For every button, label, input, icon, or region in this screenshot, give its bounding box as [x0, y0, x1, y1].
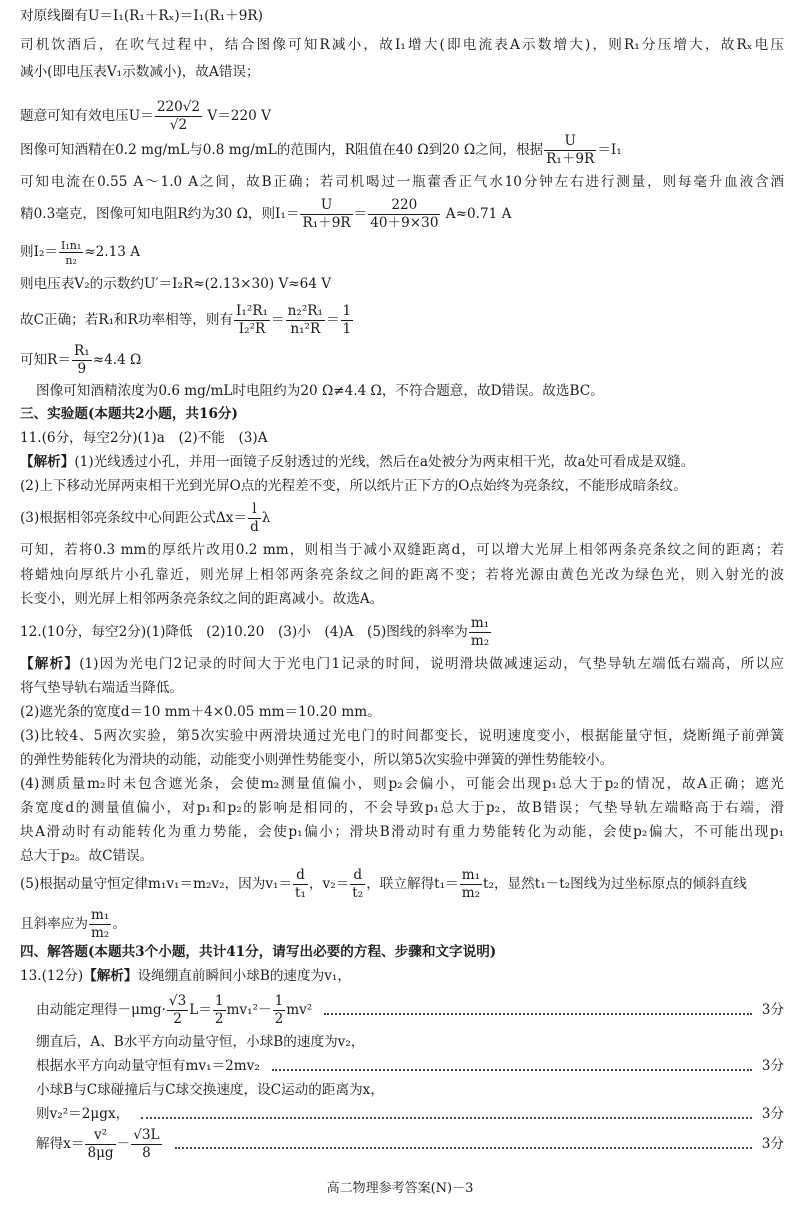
page-footer: 高二物理参考答案(N)－3: [326, 1181, 474, 1196]
text-line: 绷直后，A、B水平方向动量守恒，小球B的速度为v₂，: [36, 1034, 365, 1050]
score-line: 则v₂²＝2μgx， 3分: [36, 1106, 784, 1122]
text-line: (2)遮光条的宽度d＝10 mm＋4×0.05 mm＝10.20 mm。: [20, 704, 381, 720]
text-line: (3)比较4、5两次实验，第5次实验中两滑块通过光电门的时间都变长，说明速度变小，根据能量守恒，烧断绳子前弹簧: [20, 728, 784, 744]
fraction: $\frac{220√2}{√2}$: [156, 98, 201, 133]
fraction: $\frac{220}{40+9\times 30}$: [370, 196, 439, 231]
leader-dots: [175, 1139, 752, 1149]
score-line: 根据水平方向动量守恒有mv₁＝2mv₂ 3分: [36, 1058, 784, 1074]
text-line: 将气垫导轨右端适当降低。: [20, 680, 184, 696]
formula-line: 则I₂＝ $\frac{\text{I₁n₁}}{\text{n₂}}$ ≈2.13 A: [20, 238, 141, 267]
score-line: 由动能定理得－μmg· $\frac{√3}{2}$ L＝ $\frac{1}{2}$ mv₁²－ $\frac{1}{2}$ mv² 3分: [36, 990, 784, 1030]
text-line: 【解析】(1)因为光电门2记录的时间大于光电门1记录的时间，说明滑块做减速运动，气垫导轨左端低右端高，所以应: [20, 656, 784, 672]
section-heading: 三、实验题(本题共2小题，共16分): [20, 406, 238, 422]
text-line: (2)上下移动光屏两束相干光到光屏O点的光程差不变，所以纸片正下方的O点始终为亮条纹，不能形成暗条纹。: [20, 478, 687, 494]
fraction: $\frac{√3}{2}$: [168, 992, 187, 1027]
fraction: $\frac{\text{m₁}}{\text{m₂}}$: [461, 866, 481, 901]
leader-dots: [141, 1109, 752, 1119]
score-mark: 3分: [761, 1136, 784, 1152]
fraction: $\frac{\text{I₁n₁}}{\text{n₂}}$: [61, 238, 82, 267]
fraction: $\frac{1}{2}$: [214, 992, 224, 1027]
text-line: 的弹性势能转化为滑块的动能，动能变小则弹性势能变小，所以第5次实验中弹簧的弹性势能较小。: [20, 752, 614, 768]
text-line: 图像可知酒精浓度为0.6 mg/mL时电阻约为20 Ω≠4.4 Ω，不符合题意，故D错误。故选BC。: [36, 383, 604, 399]
text-line: (4)测质量m₂时未包含遮光条，会使m₂测量值偏小，则p₂会偏小，可能会出现p₁总大于p₂的情况，故A正确；遮光: [20, 776, 784, 792]
fraction: $\frac{\text{I₁²R₁}}{\text{I₂²R}}$: [236, 302, 269, 337]
text-line: 总大于p₂。故C错误。: [20, 848, 154, 864]
text-line: 长变小，则光屏上相邻两条亮条纹之间的距离减小。故选A。: [20, 591, 384, 607]
fraction: $\frac{\text{R₁}}{9}$: [74, 342, 90, 377]
fraction: $\frac{d}{\text{t₁}}$: [295, 866, 306, 901]
fraction: $\frac{\text{n₂²R₁}}{\text{n₁²R}}$: [287, 302, 323, 337]
formula-line: 故C正确；若R₁和R功率相等，则有 $\frac{\text{I₁²R₁}}{\text{I₂²R}}$ ＝ $\frac{\text{n₂²R₁}}{\text{n₁²R}}$ ＝ $\frac{1}{1}$: [20, 302, 352, 337]
text-line: 对原线圈有U＝I₁(R₁＋Rₓ)＝I₁(R₁＋9R): [20, 8, 263, 24]
answer-line: 12.(10分，每空2分)(1)降低 (2)10.20 (3)小 (4)A (5)图线的斜率为 $\frac{\text{m₁}}{\text{m₂}}$: [20, 614, 490, 649]
fraction: $\frac{1}{2}$: [274, 992, 284, 1027]
fraction: $\frac{\text{v²}}{8\mu g}$: [87, 1126, 114, 1161]
fraction: $\frac{U}{\text{R₁＋9R}}$: [302, 196, 351, 231]
score-mark: 3分: [761, 1058, 784, 1074]
fraction: $\frac{U}{\text{R₁＋9R}}$: [546, 132, 595, 167]
text-line: 13.(12分)【解析】设绳绷直前瞬间小球B的速度为v₁，: [20, 968, 351, 984]
text-line: 小球B与C球碰撞后与C球交换速度，设C运动的距离为x，: [36, 1082, 384, 1098]
fraction: $\frac{l}{d}$: [250, 500, 259, 535]
fraction: $\frac{√3L}{8}$: [133, 1126, 160, 1161]
text-line: 可知，若将0.3 mm的厚纸片改用0.2 mm，则相当于减小双缝距离d，可以增大光屏上相邻两条亮条纹之间的距离；若: [20, 542, 784, 558]
formula-line: (3)根据相邻亮条纹中心间距公式Δx＝ $\frac{l}{d}$ λ: [20, 500, 271, 535]
fraction: $\frac{1}{1}$: [342, 302, 352, 337]
text-line: 条宽度d的测量值偏小，对p₁和p₂的影响是相同的，不会导致p₁总大于p₂，故B错误；气垫导轨左端略高于右端，滑: [20, 800, 784, 816]
leader-dots: [272, 1061, 752, 1071]
formula-line: 且斜率应为 $\frac{\text{m₁}}{\text{m₂}}$ 。: [20, 906, 126, 941]
formula-line: 精0.3毫克，图像可知电阻R约为30 Ω，则I₁＝ $\frac{U}{\text{R₁＋9R}}$ ＝ $\frac{220}{40+9\times 30}$ A≈0.71 A: [20, 196, 512, 231]
section-heading: 四、解答题(本题共3个小题，共计41分，请写出必要的方程、步骤和文字说明): [20, 944, 497, 960]
formula-line: 题意可知有效电压U＝ $\frac{220√2}{√2}$ V＝220 V: [20, 98, 271, 133]
text-line: 块A滑动时有动能转化为重力势能，会使p₁偏小；滑块B滑动时有重力势能转化为动能，会使p₂偏大，不可能出现p₁: [20, 824, 784, 840]
text-line: 将蜡烛向厚纸片小孔靠近，则光屏上相邻两条亮条纹之间的距离不变；若将光源由黄色光改为绿色光，则入射光的波: [20, 567, 784, 583]
fraction: $\frac{\text{m₁}}{\text{m₂}}$: [470, 614, 490, 649]
formula-line: 可知R＝ $\frac{\text{R₁}}{9}$ ≈4.4 Ω: [20, 342, 142, 377]
score-mark: 3分: [761, 1106, 784, 1122]
score-line: 解得x＝ $\frac{\text{v²}}{8\mu g}$ － $\frac{√3L}{8}$ 3分: [36, 1124, 784, 1164]
answer-line: 11.(6分，每空2分)(1)a (2)不能 (3)A: [20, 430, 268, 446]
fraction: $\frac{\text{m₁}}{\text{m₂}}$: [90, 906, 110, 941]
text-line: 司机饮酒后，在吹气过程中，结合图像可知R减小，故I₁增大(即电流表A示数增大)，则R₁分压增大，故Rₓ电压: [20, 37, 784, 53]
text-line: 则电压表V₂的示数约U′＝I₂R≈(2.13×30) V≈64 V: [20, 276, 332, 292]
fraction: $\frac{d}{\text{t₂}}$: [352, 866, 364, 901]
text-line: 减小(即电压表V₁示数减小)，故A错误；: [20, 64, 260, 80]
formula-line: (5)根据动量守恒定律m₁v₁＝m₂v₂，因为v₁＝ $\frac{d}{\text{t₁}}$ ，v₂＝ $\frac{d}{\text{t₂}}$ ，联立解得t₁＝ $\frac{\text{m₁}}{\text{m₂}}$ t₂，显然t₁－t₂图线为过坐标原点的倾斜直线: [20, 866, 747, 901]
score-mark: 3分: [761, 1002, 784, 1018]
formula-line: 图像可知酒精在0.2 mg/mL与0.8 mg/mL的范围内，R阻值在40 Ω到20 Ω之间，根据 $\frac{U}{\text{R₁＋9R}}$ ＝I₁: [20, 132, 622, 167]
text-line: 可知电流在0.55 A～1.0 A之间，故B正确；若司机喝过一瓶藿香正气水10分钟左右进行测量，则每毫升血液含酒: [20, 174, 784, 190]
leader-dots: [324, 1005, 752, 1015]
text-line: 【解析】(1)光线透过小孔，并用一面镜子反射透过的光线，然后在a处被分为两束相干光，故a处可看成是双缝。: [20, 454, 695, 470]
